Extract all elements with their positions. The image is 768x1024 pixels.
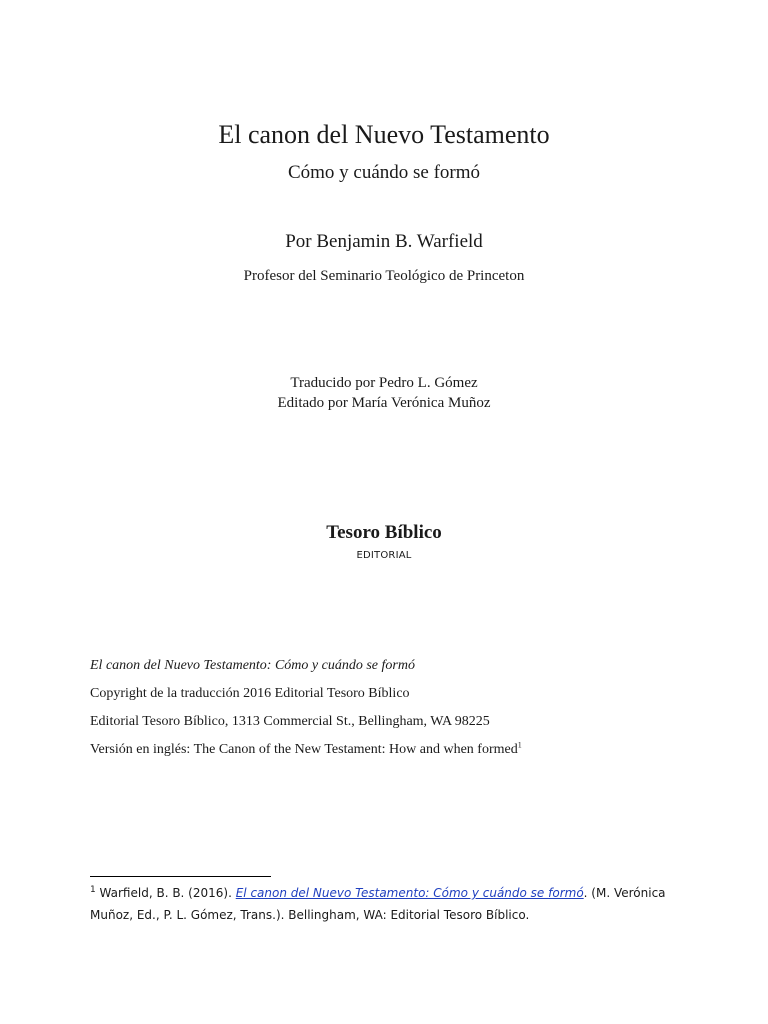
info-book-title: El canon del Nuevo Testamento: Cómo y cuándo se formó	[90, 658, 415, 673]
editor-credit: Editado por María Verónica Muñoz	[277, 395, 491, 411]
publisher-subtitle: EDITORIAL	[356, 550, 412, 561]
book-subtitle: Cómo y cuándo se formó	[287, 162, 481, 183]
footnote-reference[interactable]: 1	[517, 740, 522, 750]
footnote-separator	[90, 876, 271, 877]
author-affiliation: Profesor del Seminario Teológico de Princeton	[243, 268, 525, 284]
footnote-number: 1	[90, 885, 96, 895]
footnote-link[interactable]: El canon del Nuevo Testamento: Cómo y cuándo se formó	[235, 886, 584, 900]
footnote	[90, 882, 690, 926]
footnote-text-after: . (M. Verónica Muñoz, Ed., P. L. Gómez, Trans.). Bellingham, WA: Editorial Tesoro Bíblico.	[90, 886, 666, 922]
translator-credit: Traducido por Pedro L. Gómez	[290, 375, 478, 391]
info-copyright: Copyright de la traducción 2016 Editorial Tesoro Bíblico	[90, 686, 410, 701]
publisher-name: Tesoro Bíblico	[326, 522, 442, 543]
book-title: El canon del Nuevo Testamento	[218, 120, 550, 149]
info-address: Editorial Tesoro Bíblico, 1313 Commercial St., Bellingham, WA 98225	[90, 714, 490, 729]
info-english-version	[90, 741, 522, 758]
english-version-text: Versión en inglés: The Canon of the New Testament: How and when formed	[90, 742, 518, 757]
footnote-text-before: Warfield, B. B. (2016).	[95, 886, 236, 900]
author-name: Por Benjamin B. Warfield	[285, 231, 483, 252]
